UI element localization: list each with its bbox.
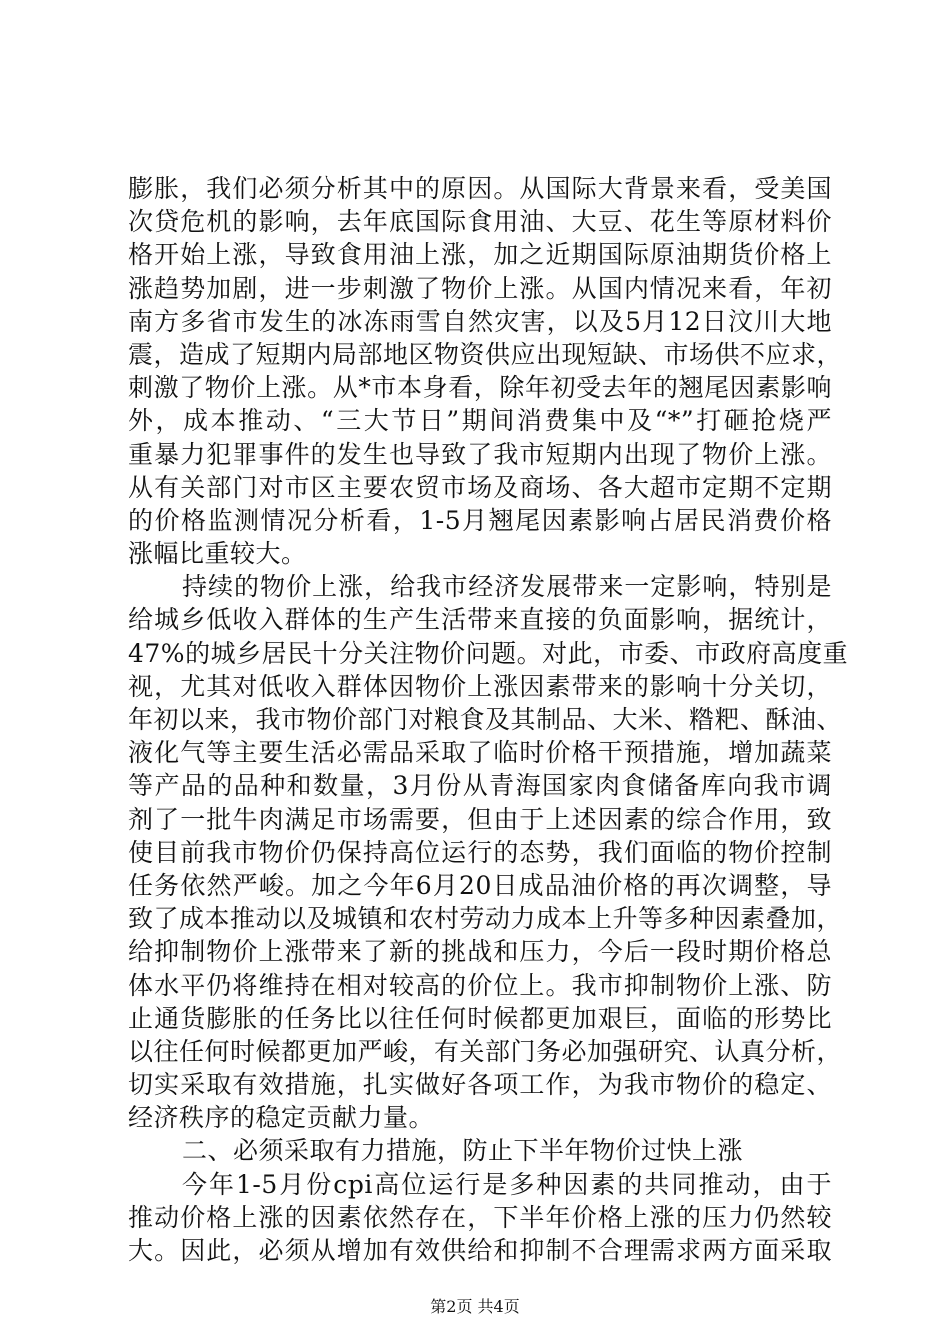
text-line: 次贷危机的影响，去年底国际食用油、大豆、花生等原材料价 (128, 207, 832, 237)
paragraph-end-line: 涨幅比重较大。 (128, 539, 307, 569)
page-number-footer: 第2页 共4页 (430, 1297, 520, 1316)
text-line: 膨胀，我们必须分析其中的原因。从国际大背景来看，受美国 (128, 174, 832, 203)
text-line: 重暴力犯罪事件的发生也导致了我市短期内出现了物价上涨。 (128, 439, 832, 469)
text-line: 南方多省市发生的冰冻雨雪自然灾害，以及5月12日汶川大地 (128, 306, 832, 336)
text-line: 任务依然严峻。加之今年6月20日成品油价格的再次调整，导 (128, 870, 832, 900)
text-line: 的价格监测情况分析看，1-5月翘尾因素影响占居民消费价格 (128, 505, 832, 535)
text-line: 视，尤其对低收入群体因物价上涨因素带来的影响十分关切， (128, 671, 832, 701)
text-line: 涨趋势加剧，进一步刺激了物价上涨。从国内情况来看，年初 (128, 273, 832, 303)
text-line: 止通货膨胀的任务比以往任何时候都更加艰巨，面临的形势比 (128, 1003, 832, 1033)
text-line: 给城乡低收入群体的生产生活带来直接的负面影响，据统计， (128, 605, 832, 635)
text-line: 年初以来，我市物价部门对粮食及其制品、大米、糌粑、酥油、 (128, 705, 843, 734)
text-line: 外，成本推动、“三大节日”期间消费集中及“*”打砸抢烧严 (128, 406, 832, 436)
text-line: 以往任何时候都更加严峻，有关部门务必加强研究、认真分析， (128, 1036, 843, 1066)
text-line: 大。因此，必须从增加有效供给和抑制不合理需求两方面采取 (128, 1236, 832, 1265)
document-body (128, 172, 849, 1267)
text-line: 47%的城乡居民十分关注物价问题。对此，市委、市政府高度重 (128, 638, 849, 668)
paragraph-start-line: 持续的物价上涨，给我市经济发展带来一定影响，特别是 (182, 572, 832, 602)
paragraph-start-line: 今年1-5月份cpi高位运行是多种因素的共同推动，由于 (182, 1169, 832, 1199)
text-line: 致了成本推动以及城镇和农村劳动力成本上升等多种因素叠加， (128, 904, 843, 934)
paragraph-end-line: 经济秩序的稳定贡献力量。 (128, 1103, 435, 1133)
text-line: 刺激了物价上涨。从*市本身看，除年初受去年的翘尾因素影响 (128, 373, 832, 403)
text-line: 剂了一批牛肉满足市场需要，但由于上述因素的综合作用，致 (128, 804, 832, 834)
text-line: 液化气等主要生活必需品采取了临时价格干预措施，增加蔬菜 (128, 738, 832, 768)
text-line: 震，造成了短期内局部地区物资供应出现短缺、市场供不应求， (128, 339, 843, 369)
text-line: 等产品的品种和数量，3月份从青海国家肉食储备库向我市调 (128, 771, 832, 801)
text-line: 使目前我市物价仍保持高位运行的态势，我们面临的物价控制 (128, 837, 832, 867)
section-heading: 二、必须采取有力措施，防止下半年物价过快上涨 (182, 1136, 744, 1166)
text-line: 格开始上涨，导致食用油上涨，加之近期国际原油期货价格上 (128, 240, 832, 270)
text-line: 给抑制物价上涨带来了新的挑战和压力，今后一段时期价格总 (128, 937, 832, 967)
text-line: 切实采取有效措施，扎实做好各项工作，为我市物价的稳定、 (128, 1070, 832, 1100)
text-line: 体水平仍将维持在相对较高的价位上。我市抑制物价上涨、防 (128, 970, 832, 1000)
text-line: 从有关部门对市区主要农贸市场及商场、各大超市定期不定期 (128, 472, 832, 502)
text-line: 推动价格上涨的因素依然存在，下半年价格上涨的压力仍然较 (128, 1202, 832, 1232)
